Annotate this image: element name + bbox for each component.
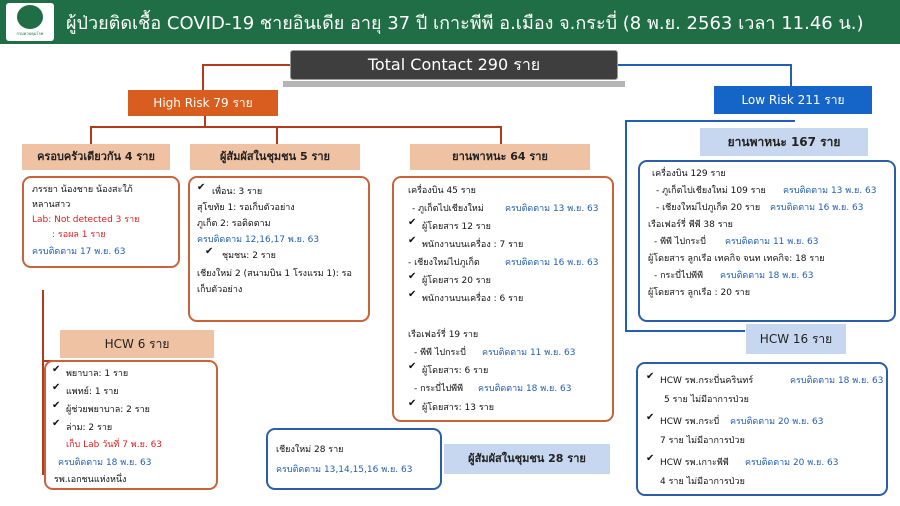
check-icon: ✔	[408, 217, 417, 228]
community-line: ภูเก็ต 2: รอติดตาม	[197, 219, 271, 229]
community-line: เก็บตัวอย่าง	[197, 285, 243, 295]
community28-header: ผู้สัมผัสในชุมชน 28 ราย	[444, 444, 610, 474]
connector	[625, 330, 745, 332]
th-line: - ภูเก็ตไปเชียงใหม่	[412, 204, 484, 214]
th-followup: ครบติดตาม 18 พ.ย. 63	[478, 384, 572, 394]
hl-followup: ครบติดตาม 18 พ.ย. 63	[790, 376, 884, 386]
transport-low-header: ยานพาหนะ 167 ราย	[700, 128, 868, 156]
hl-line: 7 ราย ไม่มีอาการป่วย	[660, 436, 745, 446]
th-line: ผู้โดยสาร 20 ราย	[422, 276, 491, 286]
hl-followup: ครบติดตาม 20 พ.ย. 63	[745, 458, 839, 468]
check-icon: ✔	[408, 235, 417, 246]
transport-high-header: ยานพาหนะ 64 ราย	[410, 144, 590, 170]
tl-followup: ครบติดตาม 16 พ.ย. 63	[770, 203, 864, 213]
hcw-line: ล่าม: 2 ราย	[66, 423, 113, 433]
family-line: ภรรยา น้องชาย น้องสะใภ้	[32, 185, 133, 195]
check-icon: ✔	[408, 361, 417, 372]
connector	[618, 64, 792, 66]
tl-line: ผู้โดยสาร ลูกเรือ เทคกิจ จนท เทคกิจ: 18 ราย	[648, 254, 825, 264]
low-risk-box: Low Risk 211 ราย	[714, 86, 872, 114]
c28-followup: ครบติดตาม 13,14,15,16 พ.ย. 63	[276, 465, 413, 475]
family-header: ครอบครัวเดียวกัน 4 ราย	[22, 144, 170, 170]
tl-followup: ครบติดตาม 13 พ.ย. 63	[783, 186, 877, 196]
tl-followup: ครบติดตาม 18 พ.ย. 63	[720, 271, 814, 281]
tl-line: - เชียงใหม่ไปภูเก็ต 20 ราย	[656, 203, 761, 213]
hcw-line: รพ.เอกชนแห่งหนึ่ง	[54, 475, 127, 485]
hcw-line: พยาบาล: 1 ราย	[66, 369, 129, 379]
hl-line: 4 ราย ไม่มีอาการป่วย	[660, 477, 745, 487]
th-line: - พีพี ไปกระบี่	[414, 348, 466, 358]
total-shadow	[283, 81, 625, 87]
check-icon: ✔	[205, 246, 214, 257]
hl-line: HCW รพ.เกาะพีพี	[660, 458, 729, 468]
hl-followup: ครบติดตาม 20 พ.ย. 63	[730, 417, 824, 427]
community-line: เชียงใหม่ 2 (สนามบิน 1 โรงแรม 1): รอ	[197, 269, 352, 279]
th-followup: ครบติดตาม 13 พ.ย. 63	[505, 204, 599, 214]
th-line: ผู้โดยสาร: 13 ราย	[422, 403, 494, 413]
th-line: ผู้โดยสาร 12 ราย	[422, 222, 491, 232]
hcw-lab: เก็บ Lab วันที่ 7 พ.ย. 63	[66, 440, 163, 450]
th-line: เครื่องบิน 45 ราย	[408, 186, 476, 196]
hcw-line: แพทย์: 1 ราย	[66, 387, 119, 397]
connector	[625, 120, 627, 330]
community-followup: ครบติดตาม 12,16,17 พ.ย. 63	[197, 235, 320, 245]
check-icon: ✔	[408, 271, 417, 282]
check-icon: ✔	[408, 289, 417, 300]
connector	[790, 64, 792, 86]
th-line: ผู้โดยสาร: 6 ราย	[422, 366, 489, 376]
logo-text: กรมควบคุมโรค	[16, 31, 44, 36]
check-icon: ✔	[197, 182, 206, 193]
connector	[202, 64, 292, 66]
tl-followup: ครบติดตาม 11 พ.ย. 63	[725, 237, 819, 247]
check-icon: ✔	[52, 400, 61, 411]
check-icon: ✔	[646, 453, 655, 464]
tl-line: - กระบี่ไปพีพี	[654, 271, 704, 281]
check-icon: ✔	[646, 412, 655, 423]
connector	[500, 126, 502, 144]
tl-line: - ภูเก็ตไปเชียงใหม่ 109 ราย	[656, 186, 766, 196]
connector	[90, 126, 502, 128]
community-line: สุโขทัย 1: รอเก็บตัวอย่าง	[197, 203, 295, 213]
tl-line: - พีพี ไปกระบี่	[654, 237, 706, 247]
hcw-low-header: HCW 16 ราย	[746, 324, 846, 354]
tl-line: ผู้โดยสาร ลูกเรือ : 20 ราย	[648, 288, 750, 298]
th-line: พนักงานบนเครื่อง : 7 ราย	[422, 240, 524, 250]
th-line: เรือเฟอร์รี่ 19 ราย	[408, 330, 479, 340]
family-lab: Lab: Not detected 3 ราย	[32, 215, 140, 225]
th-followup: ครบติดตาม 16 พ.ย. 63	[505, 258, 599, 268]
community28-box	[266, 428, 442, 490]
family-pending: : รอผล 1 ราย	[52, 230, 106, 240]
hl-line: 5 ราย ไม่มีอาการป่วย	[664, 395, 749, 405]
tl-line: เรือเฟอร์รี่ พีพี 38 ราย	[648, 220, 733, 230]
hcw-followup: ครบติดตาม 18 พ.ย. 63	[58, 458, 152, 468]
check-icon: ✔	[646, 371, 655, 382]
check-icon: ✔	[52, 364, 61, 375]
ministry-emblem-icon	[17, 5, 43, 29]
check-icon: ✔	[52, 418, 61, 429]
tl-line: เครื่องบิน 129 ราย	[652, 169, 726, 179]
connector	[202, 64, 204, 90]
community-line: ชุมชน: 2 ราย	[222, 251, 276, 261]
connector	[276, 126, 278, 144]
connector	[625, 120, 795, 122]
connector	[204, 116, 206, 126]
total-contact: Total Contact 290 ราย	[290, 50, 618, 80]
community-line: เพื่อน: 3 ราย	[212, 187, 263, 197]
th-line: - กระบี่ไปพีพี	[414, 384, 464, 394]
th-followup: ครบติดตาม 11 พ.ย. 63	[482, 348, 576, 358]
family-followup: ครบติดตาม 17 พ.ย. 63	[32, 247, 126, 257]
check-icon: ✔	[408, 398, 417, 409]
hl-line: HCW รพ.กระบี่นครินทร์	[660, 376, 754, 386]
th-line: พนักงานบนเครื่อง : 6 ราย	[422, 294, 524, 304]
connector	[90, 126, 92, 144]
check-icon: ✔	[52, 382, 61, 393]
hcw-high-header: HCW 6 ราย	[60, 330, 214, 358]
community-header: ผู้สัมผัสในชุมชน 5 ราย	[190, 144, 360, 170]
page-title: ผู้ป่วยติดเชื้อ COVID-19 ชายอินเดีย อายุ 37 ปี เกาะพีพี อ.เมือง จ.กระบี่ (8 พ.ย. 2563 เวลา 11.46 น.)	[66, 13, 864, 34]
th-line: - เชียงใหม่ไปภูเก็ต	[408, 258, 480, 268]
hl-line: HCW รพ.กระบี่	[660, 417, 720, 427]
hcw-line: ผู้ช่วยพยาบาล: 2 ราย	[66, 405, 150, 415]
family-line: หลานสาว	[32, 200, 71, 210]
c28-line: เชียงใหม่ 28 ราย	[276, 445, 344, 455]
high-risk-box: High Risk 79 ราย	[128, 90, 278, 116]
